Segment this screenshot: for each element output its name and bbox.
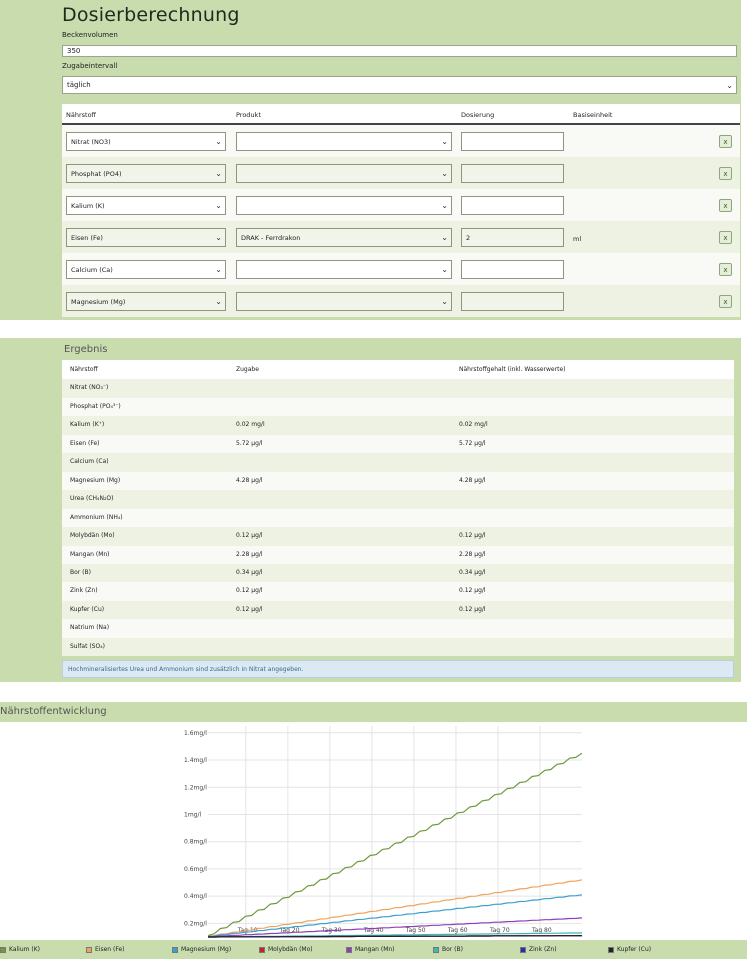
dosing-table-header bbox=[62, 104, 740, 124]
remove-row-button[interactable]: x bbox=[719, 295, 732, 308]
zugabeintervall-value: täglich bbox=[67, 81, 91, 89]
legend-item[interactable] bbox=[433, 946, 463, 953]
table-row bbox=[62, 398, 734, 417]
ergebnis-cell-naehrstoff: Calcium (Ca) bbox=[70, 458, 109, 466]
ergebnis-cell-zugabe: 4.28 µg/l bbox=[236, 476, 263, 484]
naehrstoff-select[interactable] bbox=[66, 228, 226, 247]
ergebnis-header-row bbox=[62, 361, 734, 380]
x-tick-label: Tag 80 bbox=[531, 927, 552, 934]
y-tick-label: 1.4mg/l bbox=[184, 757, 207, 765]
naehrstoff-select[interactable] bbox=[66, 196, 226, 215]
ergebnis-cell-naehrstoff: Nitrat (NO₃⁻) bbox=[70, 384, 109, 392]
ergebnis-cell-naehrstoff: Magnesium (Mg) bbox=[70, 476, 121, 484]
page-title: Dosierberechnung bbox=[62, 4, 240, 26]
table-row bbox=[62, 509, 734, 528]
col-dosierung: Dosierung bbox=[461, 111, 495, 119]
nutrient-line-chart bbox=[0, 722, 747, 940]
dosierung-input[interactable] bbox=[461, 196, 564, 215]
y-tick-label: 1.6mg/l bbox=[184, 729, 207, 737]
chevron-down-icon: ⌄ bbox=[441, 137, 448, 146]
ergebnis-cell-zugabe: 0.34 µg/l bbox=[236, 568, 263, 576]
produkt-select[interactable] bbox=[236, 292, 452, 311]
table-row bbox=[62, 601, 734, 620]
produkt-select[interactable] bbox=[236, 132, 452, 151]
right-gutter bbox=[741, 338, 747, 682]
y-tick-label: 0.6mg/l bbox=[184, 865, 207, 873]
produkt-value: DRAK - Ferrdrakon bbox=[241, 233, 301, 242]
legend-item[interactable] bbox=[608, 946, 651, 953]
dosierung-input[interactable] bbox=[461, 228, 564, 247]
einheit-label: ml bbox=[573, 235, 582, 243]
naehrstoff-select[interactable] bbox=[66, 292, 226, 311]
legend-label: Bor (B) bbox=[442, 946, 463, 953]
y-tick-label: 0.4mg/l bbox=[184, 893, 207, 901]
dosierung-input[interactable] bbox=[461, 260, 564, 279]
chevron-down-icon: ⌄ bbox=[441, 265, 448, 274]
ergebnis-cell-naehrstoff: Zink (Zn) bbox=[70, 587, 98, 595]
naehrstoff-value: Phosphat (PO4) bbox=[71, 169, 122, 178]
naehrstoff-value: Magnesium (Mg) bbox=[71, 297, 126, 306]
table-row bbox=[62, 582, 734, 601]
chevron-down-icon: ⌄ bbox=[215, 201, 222, 210]
legend-item[interactable] bbox=[86, 946, 124, 953]
y-tick-label: 1mg/l bbox=[184, 811, 202, 819]
chevron-down-icon: ⌄ bbox=[441, 169, 448, 178]
legend-item[interactable] bbox=[172, 946, 231, 953]
ergebnis-cell-naehrstoff: Sulfat (SO₄) bbox=[70, 642, 105, 650]
legend-item[interactable] bbox=[520, 946, 557, 953]
ergebnis-cell-gehalt: 0.02 mg/l bbox=[459, 421, 488, 429]
legend-swatch bbox=[346, 947, 352, 953]
legend-swatch bbox=[86, 947, 92, 953]
x-tick-label: Tag 70 bbox=[489, 927, 510, 934]
beckenvolumen-label: Beckenvolumen bbox=[62, 31, 118, 39]
remove-row-button[interactable]: x bbox=[719, 231, 732, 244]
table-row bbox=[62, 638, 734, 657]
naehrstoff-value: Eisen (Fe) bbox=[71, 233, 103, 242]
chevron-down-icon: ⌄ bbox=[215, 137, 222, 146]
ergebnis-cell-zugabe: 5.72 µg/l bbox=[236, 439, 263, 447]
y-tick-label: 1.2mg/l bbox=[184, 784, 207, 792]
ergebnis-cell-naehrstoff: Kalium (K⁺) bbox=[70, 421, 105, 429]
ergebnis-cell-zugabe: 0.12 µg/l bbox=[236, 532, 263, 540]
chart-background bbox=[0, 722, 747, 940]
ergebnis-cell-zugabe: 0.12 µg/l bbox=[236, 605, 263, 613]
table-row bbox=[62, 619, 734, 638]
remove-row-button[interactable]: x bbox=[719, 167, 732, 180]
ergebnis-cell-naehrstoff: Kupfer (Cu) bbox=[70, 605, 105, 613]
table-row bbox=[62, 453, 734, 472]
right-gutter bbox=[741, 0, 747, 320]
ergebnis-cell-gehalt: 4.28 µg/l bbox=[459, 476, 486, 484]
ergebnis-cell-naehrstoff: Natrium (Na) bbox=[70, 624, 110, 632]
ergebnis-title: Ergebnis bbox=[64, 344, 108, 355]
dosierung-input[interactable] bbox=[461, 292, 564, 311]
table-row bbox=[62, 435, 734, 454]
chevron-down-icon: ⌄ bbox=[726, 81, 733, 90]
legend-item[interactable] bbox=[0, 946, 40, 953]
x-tick-label: Tag 40 bbox=[363, 927, 384, 934]
ergebnis-cell-naehrstoff: Urea (CH₄N₂O) bbox=[70, 495, 114, 503]
legend-swatch bbox=[172, 947, 178, 953]
produkt-select[interactable] bbox=[236, 196, 452, 215]
col-naehrstoff: Nährstoff bbox=[66, 111, 97, 119]
beckenvolumen-value: 350 bbox=[67, 47, 81, 55]
naehrstoff-select[interactable] bbox=[66, 132, 226, 151]
legend-swatch bbox=[0, 947, 6, 953]
ergebnis-cell-gehalt: 5.72 µg/l bbox=[459, 439, 486, 447]
ergebnis-cell-gehalt: 2.28 µg/l bbox=[459, 550, 486, 558]
chart-section-header bbox=[0, 702, 747, 722]
ergebnis-cell-zugabe: 2.28 µg/l bbox=[236, 550, 263, 558]
x-tick-label: Tag 50 bbox=[405, 927, 426, 934]
table-row bbox=[62, 472, 734, 491]
col-basiseinheit: Basiseinheit bbox=[573, 111, 613, 119]
legend-swatch bbox=[259, 947, 265, 953]
legend-item[interactable] bbox=[259, 946, 313, 953]
legend-label: Zink (Zn) bbox=[529, 946, 557, 953]
chevron-down-icon: ⌄ bbox=[215, 169, 222, 178]
legend-label: Kalium (K) bbox=[9, 946, 41, 953]
chevron-down-icon: ⌄ bbox=[441, 233, 448, 242]
col-produkt: Produkt bbox=[236, 111, 261, 119]
ergebnis-cell-gehalt: 0.12 µg/l bbox=[459, 587, 486, 595]
ergebnis-cell-zugabe: 0.12 µg/l bbox=[236, 587, 263, 595]
dosierung-input[interactable] bbox=[461, 132, 564, 151]
legend-label: Magnesium (Mg) bbox=[181, 946, 232, 953]
chart-section-title: Nährstoffentwicklung bbox=[0, 706, 107, 717]
ergebnis-cell-naehrstoff: Eisen (Fe) bbox=[70, 439, 100, 447]
legend-item[interactable] bbox=[346, 946, 395, 953]
table-row bbox=[62, 416, 734, 435]
ergebnis-cell-naehrstoff: Mangan (Mn) bbox=[70, 550, 110, 558]
produkt-select[interactable] bbox=[236, 260, 452, 279]
naehrstoff-value: Calcium (Ca) bbox=[71, 265, 113, 274]
legend-swatch bbox=[433, 947, 439, 953]
ergebnis-col-naehrstoff: Nährstoff bbox=[70, 366, 98, 373]
remove-row-button[interactable]: x bbox=[719, 199, 732, 212]
remove-row-button[interactable]: x bbox=[719, 135, 732, 148]
ergebnis-col-zugabe: Zugabe bbox=[236, 366, 259, 373]
legend-label: Eisen (Fe) bbox=[95, 946, 125, 953]
ergebnis-cell-naehrstoff: Phosphat (PO₄³⁻) bbox=[70, 402, 121, 410]
chevron-down-icon: ⌄ bbox=[215, 265, 222, 274]
beckenvolumen-input[interactable] bbox=[62, 45, 737, 57]
dosierung-input[interactable] bbox=[461, 164, 564, 183]
chevron-down-icon: ⌄ bbox=[441, 201, 448, 210]
ergebnis-cell-gehalt: 0.12 µg/l bbox=[459, 605, 486, 613]
legend-label: Mangan (Mn) bbox=[355, 946, 395, 953]
produkt-select[interactable] bbox=[236, 164, 452, 183]
produkt-select[interactable] bbox=[236, 228, 452, 247]
naehrstoff-select[interactable] bbox=[66, 164, 226, 183]
zugabeintervall-label: Zugabeintervall bbox=[62, 62, 118, 70]
legend-label: Molybdän (Mo) bbox=[268, 946, 313, 953]
ergebnis-cell-zugabe: 0.02 mg/l bbox=[236, 421, 265, 429]
remove-row-button[interactable]: x bbox=[719, 263, 732, 276]
naehrstoff-value: Kalium (K) bbox=[71, 201, 105, 210]
chevron-down-icon: ⌄ bbox=[215, 233, 222, 242]
info-note: Hochmineralisiertes Urea und Ammonium sind zusätzlich in Nitrat angegeben. bbox=[62, 660, 734, 678]
x-tick-label: Tag 60 bbox=[447, 927, 468, 934]
table-row bbox=[62, 546, 734, 565]
x-tick-label: Tag 30 bbox=[321, 927, 342, 934]
table-row bbox=[62, 490, 734, 509]
table-row bbox=[62, 564, 734, 583]
ergebnis-cell-naehrstoff: Molybdän (Mo) bbox=[70, 532, 115, 540]
zugabeintervall-select[interactable] bbox=[62, 76, 737, 94]
ergebnis-cell-gehalt: 0.12 µg/l bbox=[459, 532, 486, 540]
legend-swatch bbox=[520, 947, 526, 953]
y-tick-label: 0.2mg/l bbox=[184, 920, 207, 928]
legend-swatch bbox=[608, 947, 614, 953]
x-tick-label: Tag 10 bbox=[237, 927, 258, 934]
ergebnis-col-gehalt: Nährstoffgehalt (inkl. Wasserwerte) bbox=[459, 366, 566, 373]
x-tick-label: Tag 20 bbox=[279, 927, 300, 934]
chevron-down-icon: ⌄ bbox=[441, 297, 448, 306]
chevron-down-icon: ⌄ bbox=[215, 297, 222, 306]
naehrstoff-value: Nitrat (NO3) bbox=[71, 137, 111, 146]
y-tick-label: 0.8mg/l bbox=[184, 838, 207, 846]
table-row bbox=[62, 379, 734, 398]
legend-label: Kupfer (Cu) bbox=[617, 946, 652, 953]
dosierung-value: 2 bbox=[466, 233, 471, 242]
ergebnis-cell-naehrstoff: Bor (B) bbox=[70, 568, 91, 576]
table-row bbox=[62, 527, 734, 546]
naehrstoff-select[interactable] bbox=[66, 260, 226, 279]
ergebnis-cell-gehalt: 0.34 µg/l bbox=[459, 568, 486, 576]
ergebnis-cell-naehrstoff: Ammonium (NH₄) bbox=[70, 513, 123, 521]
